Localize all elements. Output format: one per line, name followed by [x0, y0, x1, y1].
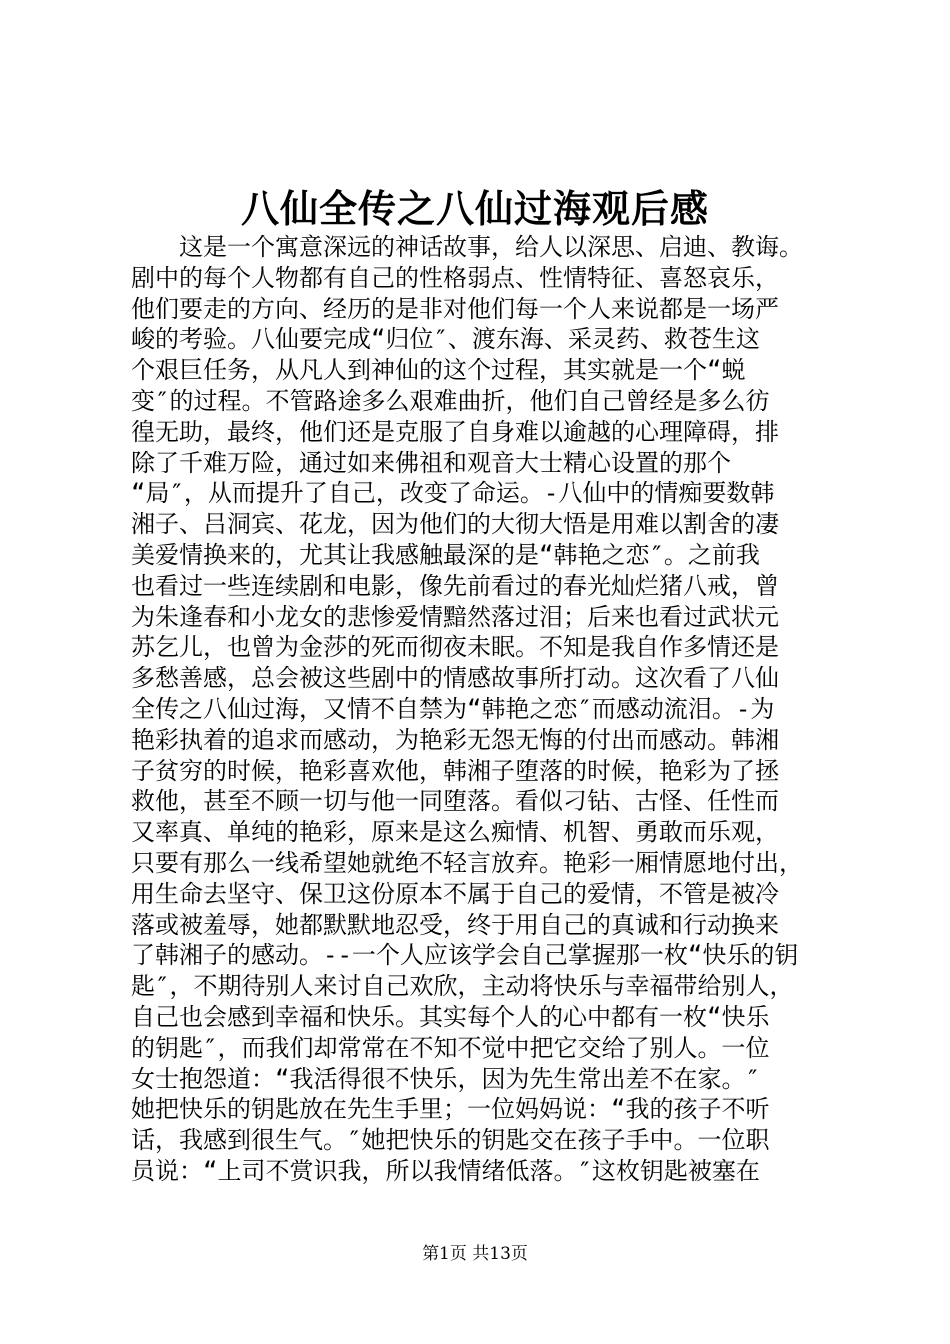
text-line: 徨无助，最终，他们还是克服了自身难以逾越的心理障碍，排: [131, 417, 779, 446]
text-line: 他们要走的方向、经历的是非对他们每一个人来说都是一场严: [131, 294, 779, 323]
page-number-footer: 第1页 共13页: [422, 1244, 528, 1264]
text-line: 用生命去坚守、保卫这份原本不属于自己的爱情，不管是被冷: [131, 879, 779, 908]
text-line: 了韩湘子的感动。--一个人应该学会自己掌握那一枚“快乐的钥: [131, 941, 799, 970]
text-line: 变″的过程。不管路途多么艰难曲折，他们自己曾经是多么彷: [131, 386, 770, 415]
text-line: 只要有那么一线希望她就绝不轻言放弃。艳彩一厢情愿地付出，: [131, 848, 803, 877]
text-line: 除了千难万险，通过如来佛祖和观音大士精心设置的那个: [131, 448, 731, 477]
text-line: 的钥匙″，而我们却常常在不知不觉中把它交给了别人。一位: [131, 1033, 770, 1062]
text-line: 苏乞儿，也曾为金莎的死而彻夜未眠。不知是我自作多情还是: [131, 633, 779, 662]
text-line: 全传之八仙过海，又情不自禁为“韩艳之恋″而感动流泪。-为: [131, 694, 775, 723]
text-line: 自己也会感到幸福和快乐。其实每个人的心中都有一枚“快乐: [131, 1002, 770, 1031]
text-line: 湘子、吕洞宾、花龙，因为他们的大彻大悟是用难以割舍的凄: [131, 510, 779, 539]
text-line: 子贫穷的时候，艳彩喜欢他，韩湘子堕落的时候，艳彩为了拯: [131, 756, 779, 785]
text-line: 美爱情换来的，尤其让我感触最深的是“韩艳之恋″。之前我: [131, 540, 760, 569]
body-paragraph: [131, 232, 833, 1187]
text-line: 为朱逢春和小龙女的悲惨爱情黯然落过泪；后来也看过武状元: [131, 602, 779, 631]
text-line: 话，我感到很生气。″她把快乐的钥匙交在孩子手中。一位职: [131, 1126, 770, 1155]
text-line: 员说：“上司不赏识我，所以我情绪低落。″这枚钥匙被塞在: [131, 1156, 760, 1185]
text-line: 多愁善感，总会被这些剧中的情感故事所打动。这次看了八仙: [131, 664, 779, 693]
text-line: 她把快乐的钥匙放在先生手里；一位妈妈说：“我的孩子不听: [131, 1095, 770, 1124]
text-line: 个艰巨任务，从凡人到神仙的这个过程，其实就是一个“蜕: [131, 356, 746, 385]
text-line: 救他，甚至不顾一切与他一同堕落。看似刁钻、古怪、任性而: [131, 787, 779, 816]
text-line: 又率真、单纯的艳彩，原来是这么痴情、机智、勇敢而乐观，: [131, 818, 779, 847]
text-line: 也看过一些连续剧和电影，像先前看过的春光灿烂猪八戒，曾: [131, 571, 779, 600]
text-line: 艳彩执着的追求而感动，为艳彩无怨无悔的付出而感动。韩湘: [131, 725, 779, 754]
text-line: 匙″，不期待别人来讨自己欢欣，主动将快乐与幸福带给别人，: [131, 972, 794, 1001]
text-line: 女士抱怨道：“我活得很不快乐，因为先生常出差不在家。″: [131, 1064, 760, 1093]
text-line: 这是一个寓意深远的神话故事，给人以深思、启迪、教诲。: [179, 233, 803, 261]
text-line: “局″，从而提升了自己，改变了命运。-八仙中的情痴要数韩: [131, 479, 775, 508]
document-title: 八仙全传之八仙过海观后感: [240, 186, 709, 231]
text-line: 落或被羞辱，她都默默地忍受，终于用自己的真诚和行动换来: [131, 910, 779, 939]
text-line: 剧中的每个人物都有自己的性格弱点、性情特征、喜怒哀乐，: [131, 263, 779, 292]
text-line: 峻的考验。八仙要完成“归位″、渡东海、采灵药、救苍生这: [131, 325, 760, 354]
